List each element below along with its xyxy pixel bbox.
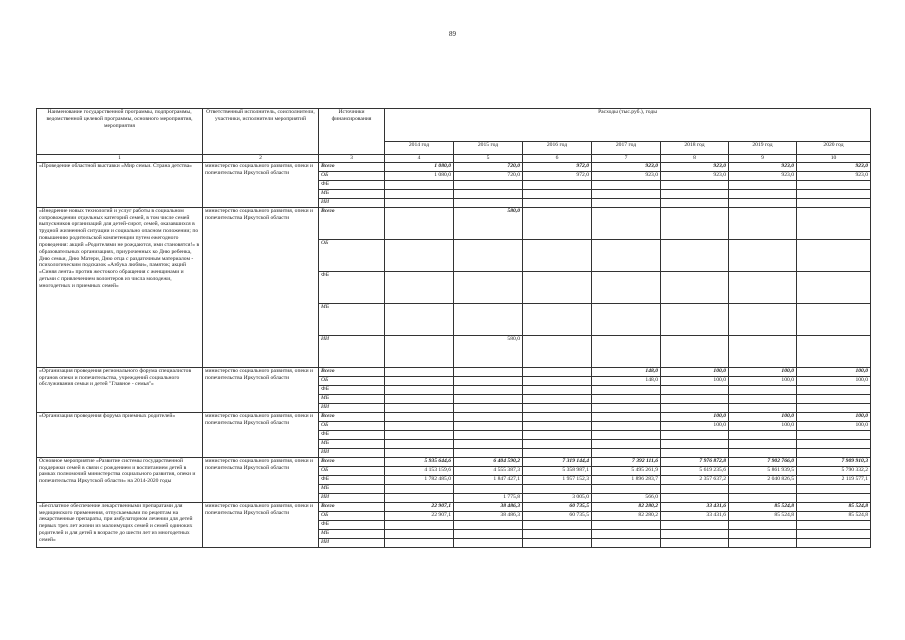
expense-cell: 85 524,8 (797, 511, 871, 520)
expense-cell (661, 335, 729, 367)
expense-cell (729, 520, 797, 529)
header-year: 2019 год (729, 142, 797, 155)
expense-cell (661, 198, 729, 207)
expense-cell (661, 303, 729, 335)
expense-cell: 1 775,8 (454, 493, 523, 502)
expense-cell (385, 239, 454, 271)
expense-cell (661, 394, 729, 403)
expense-cell (592, 430, 661, 439)
expense-cell (523, 484, 592, 493)
expense-cell (592, 439, 661, 448)
header-source: Источники финансирования (319, 109, 385, 155)
funding-source: Всего (319, 162, 385, 171)
expense-cell (592, 207, 661, 239)
header-year: 2016 год (523, 142, 592, 155)
funding-source: ФБ (319, 385, 385, 394)
header-year: 2014 год (385, 142, 454, 155)
expense-cell (523, 180, 592, 189)
expense-cell: 5 495 261,9 (592, 466, 661, 475)
funding-source: ФБ (319, 475, 385, 484)
expense-cell: 60 735,5 (523, 502, 592, 511)
expense-cell (523, 303, 592, 335)
expense-cell (729, 303, 797, 335)
expense-cell (454, 403, 523, 412)
column-number: 5 (454, 155, 523, 163)
expense-cell (729, 439, 797, 448)
expense-cell (661, 538, 729, 547)
expense-cell (729, 484, 797, 493)
expense-cell: 580,0 (454, 335, 523, 367)
column-number: 3 (319, 155, 385, 163)
expense-cell (385, 529, 454, 538)
expense-cell (523, 439, 592, 448)
expense-cell (797, 520, 871, 529)
expense-cell: 972,0 (523, 171, 592, 180)
column-number: 8 (661, 155, 729, 163)
expense-cell: 580,0 (454, 207, 523, 239)
expense-cell (797, 180, 871, 189)
expense-cell (454, 538, 523, 547)
expense-cell (729, 538, 797, 547)
expense-cell (385, 493, 454, 502)
expense-cell: 100,0 (797, 421, 871, 430)
expense-cell: 2 040 826,5 (729, 475, 797, 484)
expense-cell (729, 394, 797, 403)
expense-cell: 82 280,2 (592, 502, 661, 511)
expense-cell: 100,0 (797, 376, 871, 385)
expense-cell (661, 385, 729, 394)
funding-source: МБ (319, 394, 385, 403)
funding-source: Всего (319, 412, 385, 421)
expense-cell (385, 439, 454, 448)
executor-name: министерство социального развития, опеки и попечительства Иркутской области (203, 457, 319, 502)
expense-cell (592, 189, 661, 198)
expense-cell: 100,0 (729, 376, 797, 385)
table-row (37, 162, 871, 171)
funding-source: ФБ (319, 271, 385, 303)
funding-source: МБ (319, 189, 385, 198)
expense-cell: 33 431,6 (661, 502, 729, 511)
expense-cell (385, 335, 454, 367)
expense-cell (797, 207, 871, 239)
expense-cell (592, 484, 661, 493)
funding-source: ИИ (319, 538, 385, 547)
expense-cell (523, 421, 592, 430)
expense-cell (385, 180, 454, 189)
expense-cell (454, 376, 523, 385)
expense-cell (797, 538, 871, 547)
table-row (37, 207, 871, 239)
expense-cell (797, 239, 871, 271)
expense-cell (592, 538, 661, 547)
column-number: 1 (37, 155, 203, 163)
expense-cell (454, 520, 523, 529)
expense-cell: 923,0 (592, 162, 661, 171)
expense-cell: 148,0 (592, 376, 661, 385)
expense-cell: 720,0 (454, 171, 523, 180)
executor-name: министерство социального развития, опеки и попечительства Иркутской области (203, 367, 319, 412)
expense-cell: 82 280,2 (592, 511, 661, 520)
header-expenses: Расходы (тыс.руб.), годы (385, 109, 871, 142)
expense-cell: 1 782 485,0 (385, 475, 454, 484)
expense-cell (523, 385, 592, 394)
expense-cell (523, 189, 592, 198)
expense-cell (523, 430, 592, 439)
funding-source: МБ (319, 529, 385, 538)
expense-cell: 5 935 644,6 (385, 457, 454, 466)
expense-cell: 1 080,0 (385, 162, 454, 171)
table-row (37, 367, 871, 376)
expense-cell (592, 303, 661, 335)
expense-cell (454, 180, 523, 189)
expense-cell: 5 619 235,6 (661, 466, 729, 475)
expense-cell: 3 005,0 (523, 493, 592, 502)
expense-cell: 923,0 (797, 162, 871, 171)
expense-cell (454, 448, 523, 457)
expense-cell (454, 189, 523, 198)
expense-cell (454, 394, 523, 403)
expense-cell (661, 493, 729, 502)
expense-cell (523, 394, 592, 403)
expense-cell (454, 198, 523, 207)
table-row (37, 457, 871, 466)
expense-cell (797, 439, 871, 448)
expense-cell (523, 271, 592, 303)
expense-cell: 923,0 (729, 171, 797, 180)
executor-name: министерство социального развития, опеки и попечительства Иркутской области (203, 162, 319, 207)
expense-cell (385, 430, 454, 439)
column-number: 9 (729, 155, 797, 163)
expense-cell (385, 376, 454, 385)
expense-cell: 148,0 (592, 367, 661, 376)
expense-cell (385, 367, 454, 376)
measure-name: «Бесплатное обеспечение лекарственными препаратами для медицинского применения, отпускаемыми по рецептам на лекарственные препараты, при амбулаторном лечении для детей первых трех лет жизни из малоимущих семей и семей одиноких родителей и для детей в возрасте до шести лет из многодетных семей» (37, 502, 203, 547)
executor-name: министерство социального развития, опеки и попечительства Иркутской области (203, 207, 319, 367)
column-number: 7 (592, 155, 661, 163)
expense-cell (797, 430, 871, 439)
expense-cell (797, 403, 871, 412)
expense-cell (592, 529, 661, 538)
expense-cell: 2 357 637,2 (661, 475, 729, 484)
funding-source: ИИ (319, 448, 385, 457)
expense-cell (385, 189, 454, 198)
expense-cell (592, 403, 661, 412)
expense-cell: 923,0 (592, 171, 661, 180)
expense-cell (797, 303, 871, 335)
expense-cell (523, 448, 592, 457)
expense-cell (797, 394, 871, 403)
expense-cell: 7 909 910,3 (797, 457, 871, 466)
expense-cell: 100,0 (661, 367, 729, 376)
expense-cell (523, 367, 592, 376)
expense-cell (385, 520, 454, 529)
funding-source: МБ (319, 484, 385, 493)
expense-cell (729, 493, 797, 502)
expense-cell: 60 735,5 (523, 511, 592, 520)
funding-source: ФБ (319, 180, 385, 189)
funding-source: ФБ (319, 520, 385, 529)
expense-cell (729, 430, 797, 439)
expense-cell (592, 271, 661, 303)
measure-name: «Организация проведения форума приемных родителей» (37, 412, 203, 457)
expense-cell: 100,0 (661, 412, 729, 421)
expense-cell: 100,0 (661, 376, 729, 385)
expense-cell (385, 538, 454, 547)
expense-cell (592, 448, 661, 457)
expense-cell (454, 412, 523, 421)
measure-name: «Проведение областной выставки «Мир семьи. Страна детства» (37, 162, 203, 207)
expense-cell (661, 484, 729, 493)
header-year: 2020 год (797, 142, 871, 155)
expense-cell (797, 189, 871, 198)
measure-name: «Внедрение новых технологий и услуг работы в социальном сопровождении отдельных категорий семей, в том числе семей выпускников организаций для детей-сирот, семей, оказавшихся в трудной жизненной ситуации и социально опасном положении; по повышению родительской компетенции путем ежегодного проведения: акций «Родителями не рождаются, ими становятся!» в образовательных организациях, приуроченных ко Дню ребенка, Дню семьи, Дню Матери, Дню отца с раздаточным материалом - психологическим подсказок «Азбука любви», памяток; акций «Синяя лента» против жестокого обращения с женщинами и детьми с привлечением волонтеров из числа молодежи, многодетных и приемных семей» (37, 207, 203, 367)
funding-source: ИИ (319, 403, 385, 412)
expense-cell (385, 484, 454, 493)
expense-cell (385, 448, 454, 457)
expense-cell: 7 902 766,0 (729, 457, 797, 466)
expense-cell (454, 421, 523, 430)
funding-source: ОБ (319, 421, 385, 430)
expense-cell: 7 392 111,6 (592, 457, 661, 466)
expense-cell: 972,0 (523, 162, 592, 171)
funding-source: Всего (319, 367, 385, 376)
expense-cell (523, 412, 592, 421)
expense-cell (661, 180, 729, 189)
executor-name: министерство социального развития, опеки и попечительства Иркутской области (203, 502, 319, 547)
expense-cell (592, 239, 661, 271)
expense-cell (454, 367, 523, 376)
header-executor: Ответственный исполнитель, соисполнители, участники, исполнители мероприятий (203, 109, 319, 155)
expense-cell (661, 239, 729, 271)
expense-cell (661, 529, 729, 538)
expense-cell (661, 430, 729, 439)
expense-cell (729, 448, 797, 457)
expense-cell: 566,0 (592, 493, 661, 502)
header-name: Наименование государственной программы, подпрограммы, ведомственной целевой программы, основного мероприятия, мероприятия (37, 109, 203, 155)
measure-name: Основное мероприятие «Развитие системы государственной поддержки семей в связи с рождением и воспитанием детей в рамках полномочий министерства социального развития, опеки и попечительства Иркутской области» на 2014-2020 годы (37, 457, 203, 502)
expense-cell (592, 335, 661, 367)
expense-cell (592, 421, 661, 430)
expense-cell (661, 189, 729, 198)
expense-cell (454, 439, 523, 448)
expense-cell (729, 271, 797, 303)
expense-cell: 1 847 427,1 (454, 475, 523, 484)
expense-cell (385, 198, 454, 207)
expense-cell (523, 403, 592, 412)
expense-cell: 100,0 (661, 421, 729, 430)
expense-cell (523, 376, 592, 385)
funding-source: ИИ (319, 335, 385, 367)
funding-source: ИИ (319, 493, 385, 502)
expense-cell (454, 385, 523, 394)
expense-cell (592, 412, 661, 421)
expense-cell: 100,0 (729, 421, 797, 430)
expense-cell: 1 896 283,7 (592, 475, 661, 484)
expense-cell (523, 520, 592, 529)
expense-cell (385, 207, 454, 239)
expense-cell (523, 538, 592, 547)
expense-cell (797, 529, 871, 538)
funding-source: МБ (319, 303, 385, 335)
expense-cell (454, 239, 523, 271)
expense-cell: 85 524,8 (729, 511, 797, 520)
expense-cell (729, 385, 797, 394)
expense-cell (523, 529, 592, 538)
expense-cell: 6 404 590,2 (454, 457, 523, 466)
expense-cell: 923,0 (661, 162, 729, 171)
expense-cell (661, 520, 729, 529)
expense-cell: 1 957 152,3 (523, 475, 592, 484)
expense-cell: 38 486,3 (454, 502, 523, 511)
funding-source: ОБ (319, 466, 385, 475)
executor-name: министерство социального развития, опеки и попечительства Иркутской области (203, 412, 319, 457)
expense-cell (661, 439, 729, 448)
column-number: 4 (385, 155, 454, 163)
expense-cell (454, 484, 523, 493)
funding-source: Всего (319, 457, 385, 466)
table-body (37, 162, 871, 547)
expense-cell (729, 529, 797, 538)
funding-source: МБ (319, 439, 385, 448)
expense-cell: 7 319 144,4 (523, 457, 592, 466)
expense-cell: 4 555 387,3 (454, 466, 523, 475)
expense-cell (797, 448, 871, 457)
expense-cell: 38 486,3 (454, 511, 523, 520)
funding-source: ИИ (319, 198, 385, 207)
expense-cell (454, 430, 523, 439)
expense-cell (592, 180, 661, 189)
header-year: 2018 год (661, 142, 729, 155)
expense-cell (661, 448, 729, 457)
expense-cell (592, 520, 661, 529)
expense-cell (523, 207, 592, 239)
funding-source: ОБ (319, 511, 385, 520)
expense-cell: 923,0 (797, 171, 871, 180)
expense-cell (385, 421, 454, 430)
expense-cell: 85 524,8 (729, 502, 797, 511)
expense-cell: 5 358 987,1 (523, 466, 592, 475)
expense-cell (661, 207, 729, 239)
expense-cell: 4 153 159,6 (385, 466, 454, 475)
expense-cell (454, 271, 523, 303)
expense-cell: 100,0 (797, 367, 871, 376)
expense-cell: 100,0 (797, 412, 871, 421)
expense-cell (592, 394, 661, 403)
expense-cell (385, 412, 454, 421)
page-number: 89 (449, 30, 456, 38)
expense-cell (729, 189, 797, 198)
column-number: 10 (797, 155, 871, 163)
expense-cell: 923,0 (661, 171, 729, 180)
expense-cell: 22 907,1 (385, 511, 454, 520)
budget-table (36, 108, 871, 548)
expense-cell (592, 198, 661, 207)
expense-cell: 923,0 (729, 162, 797, 171)
column-number: 6 (523, 155, 592, 163)
expense-cell: 1 080,0 (385, 171, 454, 180)
expense-cell (729, 198, 797, 207)
table-row (37, 412, 871, 421)
expense-cell (797, 484, 871, 493)
expense-cell (661, 403, 729, 412)
expense-cell (729, 335, 797, 367)
expense-cell (797, 385, 871, 394)
expense-cell: 100,0 (729, 367, 797, 376)
expense-cell (661, 271, 729, 303)
expense-cell (454, 303, 523, 335)
expense-cell (797, 271, 871, 303)
expense-cell (729, 180, 797, 189)
measure-name: «Организация проведения регионального форума специалистов органов опеки и попечительства, учреждений социального обслуживания семьи и детей "Главное - семья"» (37, 367, 203, 412)
expense-cell (729, 403, 797, 412)
expense-cell: 100,0 (729, 412, 797, 421)
expense-cell: 720,0 (454, 162, 523, 171)
expense-cell (385, 303, 454, 335)
expense-cell (797, 198, 871, 207)
expense-cell (523, 335, 592, 367)
funding-source: Всего (319, 502, 385, 511)
header-year: 2017 год (592, 142, 661, 155)
expense-cell: 7 976 872,8 (661, 457, 729, 466)
expense-cell: 85 524,8 (797, 502, 871, 511)
expense-cell: 5 790 332,2 (797, 466, 871, 475)
expense-cell (523, 198, 592, 207)
expense-cell (385, 271, 454, 303)
funding-source: Всего (319, 207, 385, 239)
expense-cell (797, 335, 871, 367)
funding-source: ФБ (319, 430, 385, 439)
expense-cell (729, 207, 797, 239)
header-year: 2015 год (454, 142, 523, 155)
funding-source: ОБ (319, 239, 385, 271)
expense-cell (523, 239, 592, 271)
funding-source: ОБ (319, 376, 385, 385)
expense-cell: 5 861 939,5 (729, 466, 797, 475)
expense-cell (385, 403, 454, 412)
expense-cell (454, 529, 523, 538)
expense-cell (592, 385, 661, 394)
expense-cell (385, 385, 454, 394)
expense-cell: 2 119 577,1 (797, 475, 871, 484)
expense-cell (797, 493, 871, 502)
expense-cell (385, 394, 454, 403)
column-number: 2 (203, 155, 319, 163)
table-row (37, 502, 871, 511)
funding-source: ОБ (319, 171, 385, 180)
expense-cell (729, 239, 797, 271)
expense-cell: 33 431,6 (661, 511, 729, 520)
expense-cell: 22 907,1 (385, 502, 454, 511)
